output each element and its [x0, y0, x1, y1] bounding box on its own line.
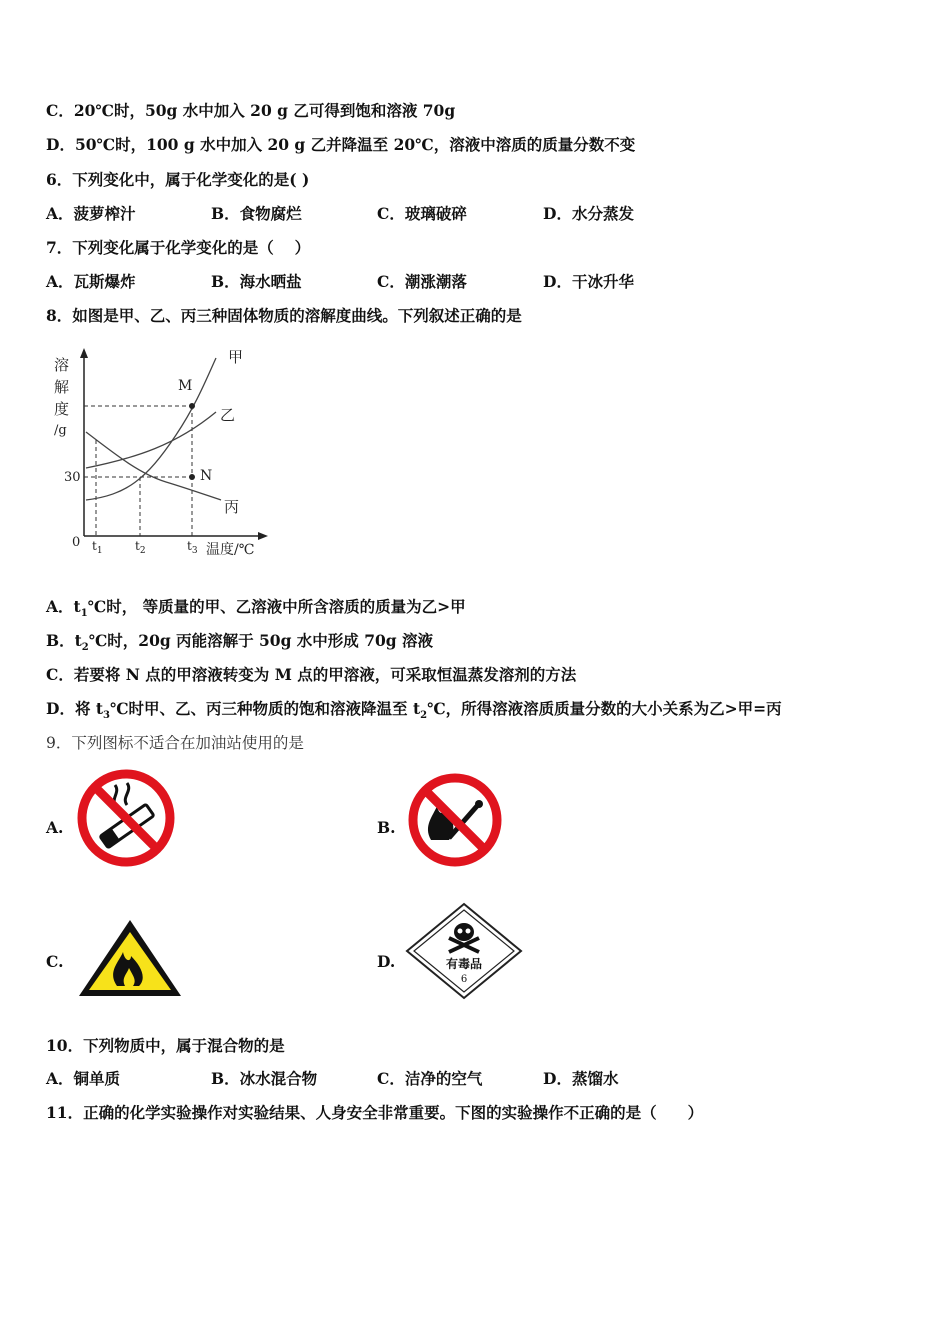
q8-option-c: C．若要将 N 点的甲溶液转变为 M 点的甲溶液，可采取恒温蒸发溶剂的方法 — [46, 665, 577, 684]
q9-label-b: B. — [377, 818, 396, 837]
x-axis-arrow — [258, 532, 268, 540]
q9-label-a: A. — [46, 818, 64, 837]
question-6: 6．下列变化中，属于化学变化的是( ) — [46, 170, 310, 189]
no-open-flame-icon — [405, 772, 505, 868]
curve-jia — [86, 358, 216, 500]
question-7: 7．下列变化属于化学变化的是（ ） — [46, 238, 311, 257]
flammable-warning-icon — [75, 916, 185, 1000]
ylabel-char-4: /g — [54, 423, 67, 438]
tick-t2: $t_2$ — [135, 539, 146, 556]
solubility-chart — [46, 340, 286, 570]
label-m: M — [178, 378, 193, 394]
q5-option-c: C．20℃时，50g 水中加入 20 g 乙可得到饱和溶液 70g — [46, 101, 456, 120]
question-9: 9．下列图标不适合在加油站使用的是 — [46, 734, 304, 752]
q9-label-d: D. — [377, 952, 396, 971]
svg-text:6: 6 — [460, 974, 468, 985]
q5-option-d: D．50℃时，100 g 水中加入 20 g 乙并降温至 20℃，溶液中溶质的质量分数不变 — [46, 135, 636, 154]
curve-yi — [86, 412, 216, 468]
tick-t1: $t_1$ — [92, 539, 103, 556]
q8-option-d: D．将 $t_3℃$时甲、乙、丙三种物质的饱和溶液降温至 $t_2℃$，所得溶液溶质质量分数的大小关系为乙>甲=丙 — [46, 699, 782, 722]
question-8: 8．如图是甲、乙、丙三种固体物质的溶解度曲线。下列叙述正确的是 — [46, 306, 522, 325]
q10-option-b: B．冰水混合物 — [211, 1069, 318, 1088]
q7-option-a: A．瓦斯爆炸 — [46, 272, 136, 291]
series-label-yi: 乙 — [220, 406, 236, 424]
toxic-substance-icon — [405, 902, 523, 1000]
tick-30: 30 — [64, 470, 81, 485]
q10-option-c: C．洁净的空气 — [377, 1069, 483, 1088]
ylabel-char-1: 溶 — [54, 356, 70, 374]
y-axis-arrow — [80, 348, 88, 358]
point-n — [189, 474, 195, 480]
label-n: N — [200, 468, 213, 484]
q6-option-c: C．玻璃破碎 — [377, 204, 467, 223]
q10-option-a: A．铜单质 — [46, 1069, 121, 1088]
question-10: 10．下列物质中，属于混合物的是 — [46, 1036, 285, 1055]
origin-label: 0 — [72, 535, 81, 550]
q7-option-d: D．干冰升华 — [543, 272, 634, 291]
q8-option-b: B．$t_2℃$时，20g 丙能溶解于 50g 水中形成 70g 溶液 — [46, 631, 434, 654]
curve-bing — [86, 432, 221, 500]
q6-option-b: B．食物腐烂 — [211, 204, 302, 223]
q9-label-c: C. — [46, 952, 64, 971]
xlabel: 温度/℃ — [206, 542, 255, 558]
q6-option-a: A．菠萝榨汁 — [46, 204, 136, 223]
point-m — [189, 403, 195, 409]
q6-option-d: D．水分蒸发 — [543, 204, 634, 223]
question-11: 11．正确的化学实验操作对实验结果、人身安全非常重要。下图的实验操作不正确的是（ ） — [46, 1103, 704, 1122]
q7-option-b: B．海水晒盐 — [211, 272, 302, 291]
tick-t3: $t_3$ — [187, 539, 198, 556]
svg-text:有毒品: 有毒品 — [445, 957, 483, 971]
series-label-bing: 丙 — [224, 498, 240, 516]
q10-option-d: D．蒸馏水 — [543, 1069, 619, 1088]
ylabel-char-2: 解 — [54, 378, 70, 396]
no-smoking-icon — [75, 767, 177, 869]
ylabel-char-3: 度 — [54, 400, 70, 418]
series-label-jia: 甲 — [228, 348, 244, 366]
q7-option-c: C．潮涨潮落 — [377, 272, 467, 291]
q8-option-a: A．$t_1℃$时， 等质量的甲、乙溶液中所含溶质的质量为乙>甲 — [46, 597, 466, 620]
